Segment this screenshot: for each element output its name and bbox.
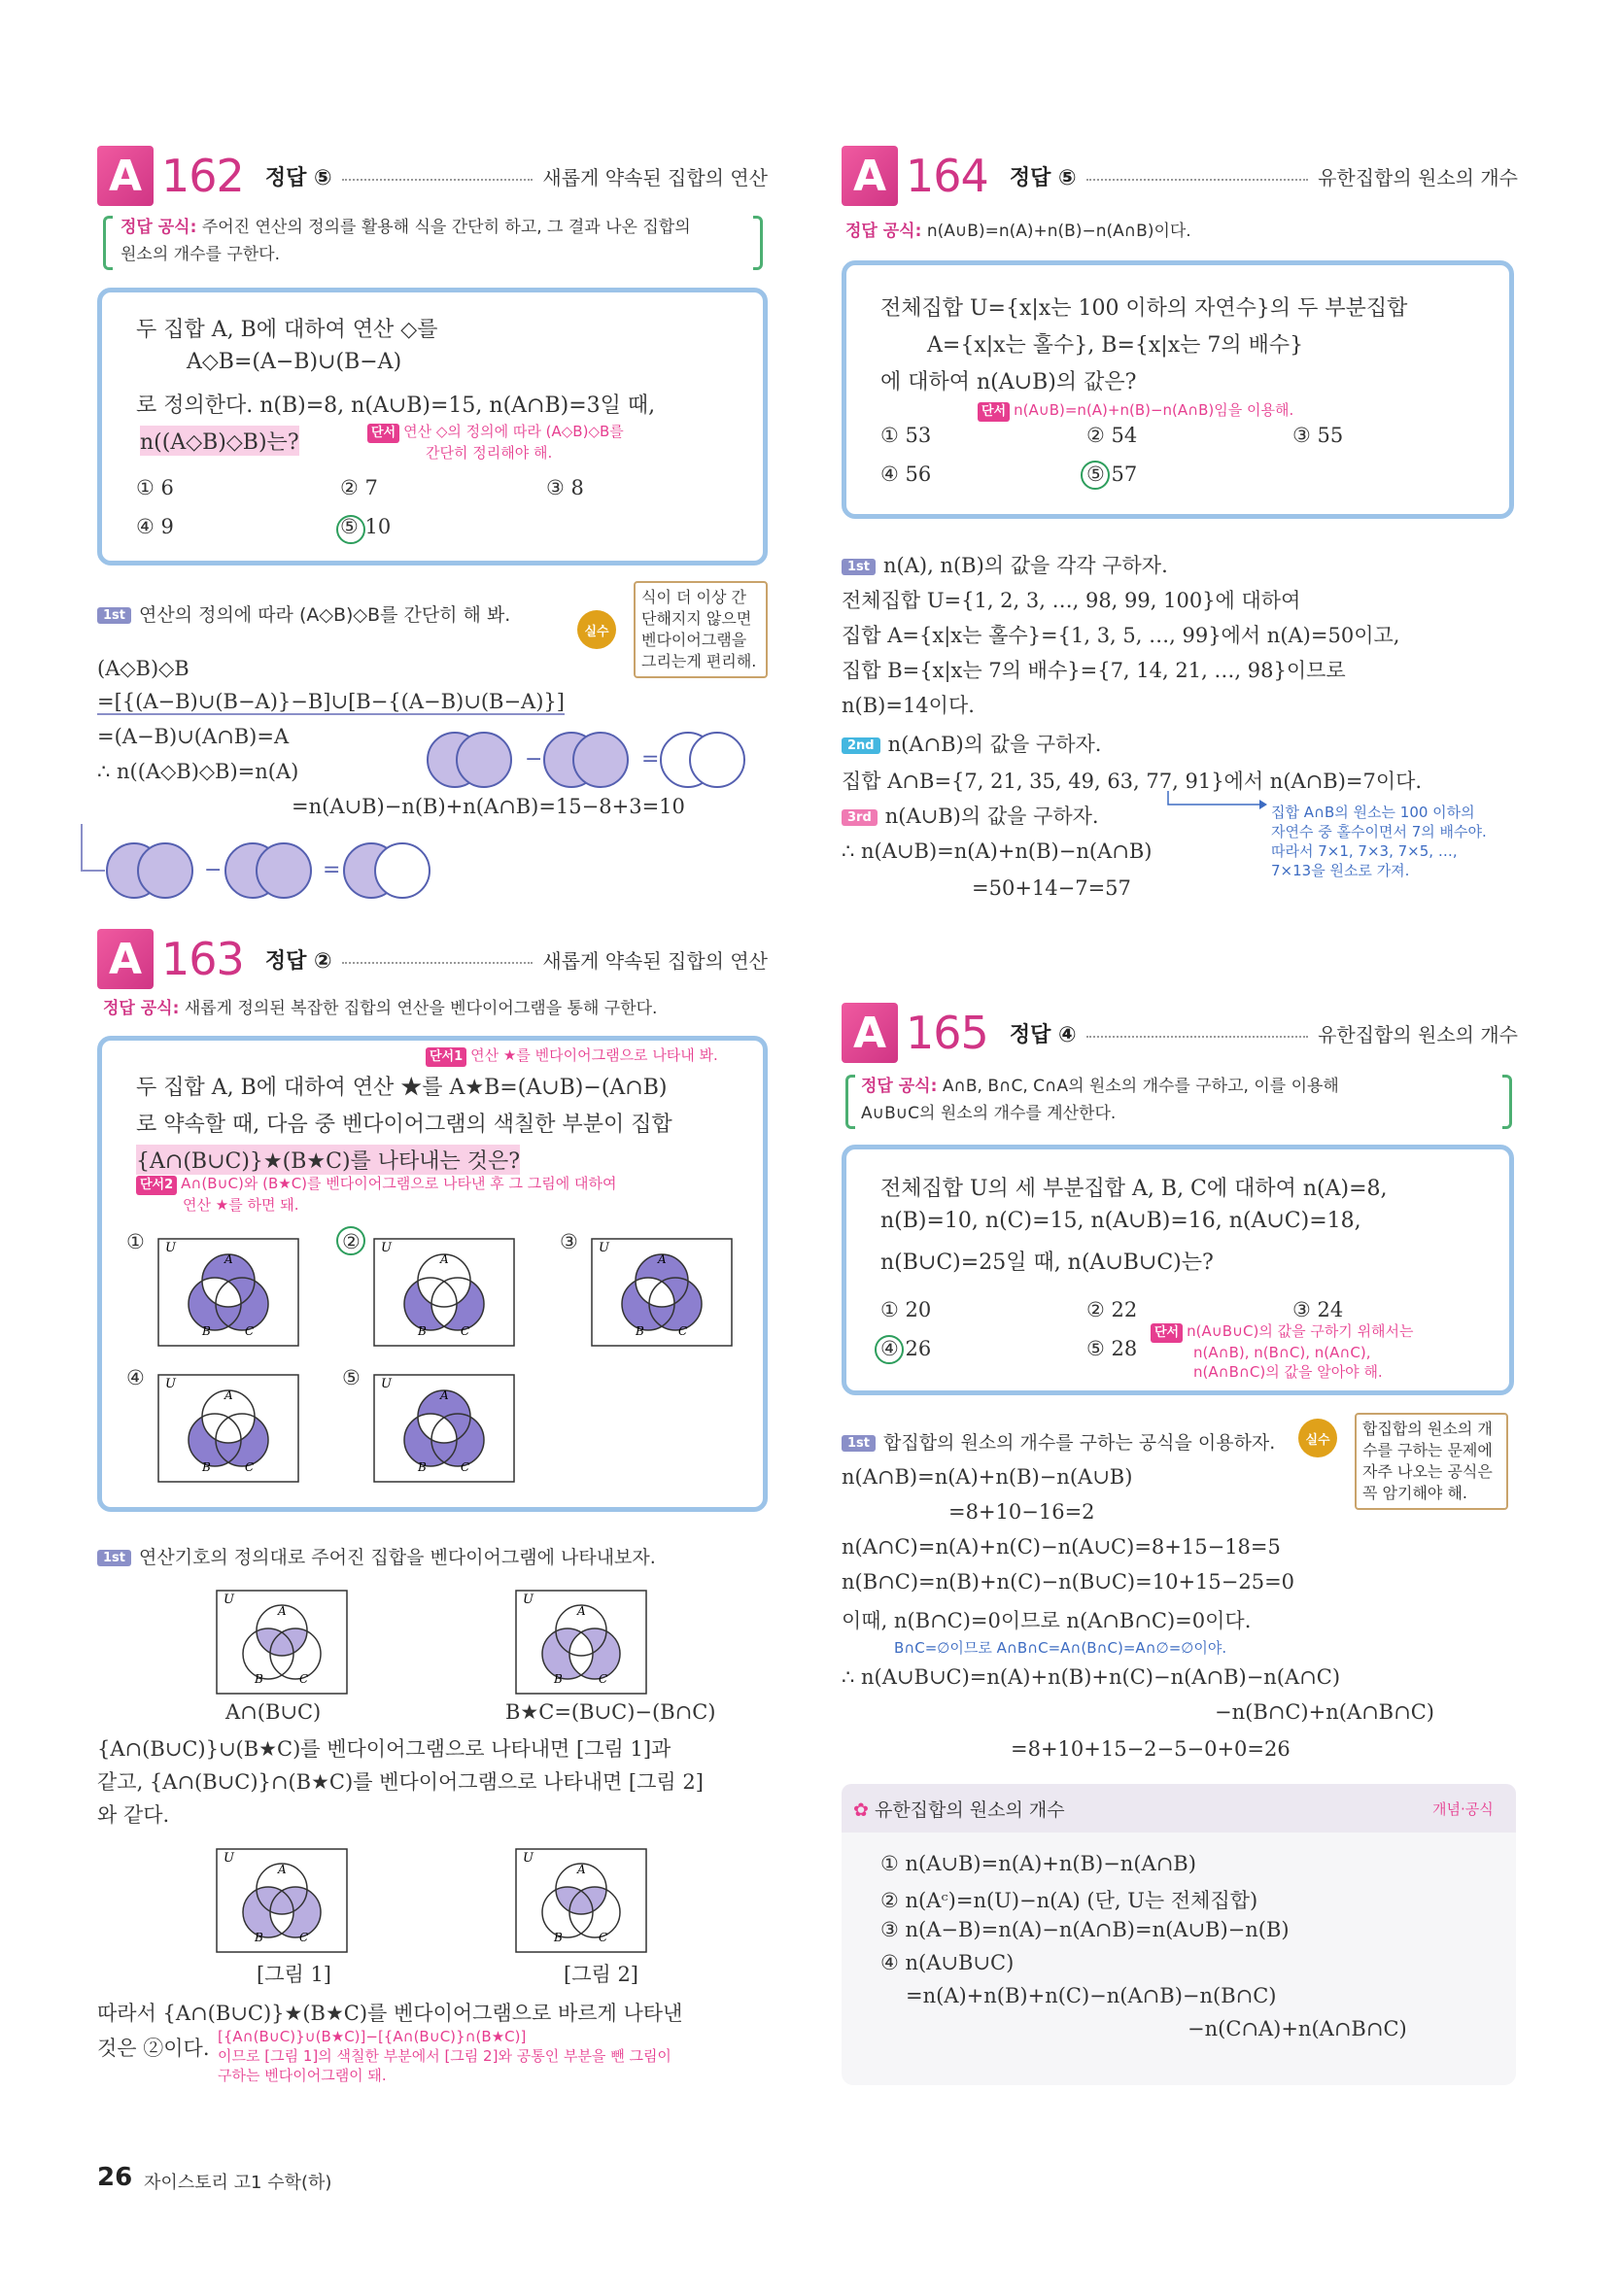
solution-line: ∴ n((A◇B)◇B)=n(A) — [97, 760, 299, 783]
question-line: A◇B=(A−B)∪(B−A) — [187, 350, 402, 374]
svg-text:B: B — [636, 1324, 644, 1338]
svg-text:A: A — [658, 1252, 667, 1266]
formula-item: ④ n(A∪B∪C) — [880, 1951, 1015, 1974]
correct-mark-icon — [336, 515, 365, 544]
svg-text:B: B — [202, 1324, 211, 1338]
hint-tag: 단서 — [1151, 1323, 1183, 1343]
hint-text-3: n(A∩B∩C)의 값을 알아야 해. — [1193, 1363, 1383, 1381]
svg-text:−: − — [525, 747, 543, 771]
step-1 — [97, 1543, 656, 1569]
tip-line: 자주 나오는 공식은 — [1362, 1462, 1493, 1481]
book-title: 자이스토리 고1 수학(하) — [144, 2173, 332, 2193]
svg-text:−: − — [204, 858, 223, 882]
hint-163-3 — [218, 2027, 772, 2085]
answer: 정답 ⑤ — [1009, 165, 1077, 190]
solution-line: =50+14−7=57 — [972, 876, 1131, 900]
leader-dots — [1086, 179, 1308, 181]
choice-4[interactable]: ④ 26 — [880, 1337, 932, 1360]
question-line: A={x|x는 홀수}, B={x|x는 7의 배수} — [927, 333, 1304, 358]
choice-2[interactable]: ② 54 — [1086, 424, 1138, 447]
svg-text:A: A — [440, 1388, 449, 1402]
correct-mark-icon — [875, 1335, 904, 1364]
svg-text:A: A — [577, 1863, 586, 1876]
svg-text:B: B — [255, 1672, 263, 1686]
formula-bracket-left — [103, 216, 113, 270]
formula-164 — [845, 218, 1516, 245]
step-1 — [842, 1428, 1275, 1455]
step-text: n(A∪B)의 값을 구하자. — [884, 805, 1099, 828]
solution-line: (A◇B)◇B — [97, 657, 189, 680]
mistake-icon: 실수 — [1298, 1419, 1337, 1457]
level-badge: A — [842, 146, 898, 206]
solution-line: 와 같다. — [97, 1803, 170, 1827]
svg-text:B: B — [554, 1672, 563, 1686]
choice-1[interactable]: ① 6 — [136, 476, 174, 499]
correct-mark-icon — [336, 1226, 365, 1255]
hint-tag: 단서 — [367, 424, 399, 443]
svg-text:C: C — [245, 1460, 255, 1474]
formula-item: ② n(Aᶜ)=n(U)−n(A) (단, U는 전체집합) — [880, 1889, 1258, 1912]
formula-165 — [861, 1073, 1502, 1127]
answer: 정답 ④ — [1009, 1022, 1077, 1047]
step-3 — [842, 801, 1099, 830]
formula-label: 정답 공식: — [861, 1077, 938, 1096]
topic: 유한집합의 원소의 개수 — [1318, 1022, 1518, 1046]
topic: 유한집합의 원소의 개수 — [1318, 165, 1518, 189]
choice-5[interactable]: ⑤ 28 — [1086, 1337, 1138, 1360]
svg-text:B: B — [554, 1931, 563, 1944]
solution-line: 같고, {A∩(B∪C)}∩(B★C)를 벤다이어그램으로 나타내면 [그림 2] — [97, 1770, 704, 1794]
step-text: n(A∩B)의 값을 구하자. — [887, 733, 1102, 756]
level-badge: A — [842, 1003, 898, 1063]
svg-text:B: B — [418, 1460, 427, 1474]
correct-mark-icon — [1081, 461, 1110, 490]
problem-165-header — [842, 1001, 1518, 1065]
formula-text: 주어진 연산의 정의를 활용해 식을 간단히 하고, 그 결과 나온 집합의 — [201, 218, 691, 237]
option-label[interactable]: ③ — [560, 1230, 578, 1253]
topic: 새롭게 약속된 집합의 연산 — [542, 165, 768, 189]
svg-text:U: U — [165, 1377, 176, 1391]
question-line: n((A◇B)◇B)는? — [140, 426, 299, 456]
formula-text: n(A∪B)=n(A)+n(B)−n(A∩B)이다. — [926, 222, 1191, 241]
formula-text-2: A∪B∪C의 원소의 개수를 계산한다. — [861, 1104, 1117, 1123]
formula-item: ③ n(A−B)=n(A)−n(A∩B)=n(A∪B)−n(B) — [880, 1918, 1290, 1941]
svg-text:=: = — [323, 858, 341, 882]
hint-text: 연산 ★를 벤다이어그램으로 나타내 봐. — [470, 1046, 718, 1064]
svg-text:C: C — [299, 1672, 309, 1686]
svg-text:U: U — [523, 1851, 534, 1866]
solution-line: 집합 A∩B={7, 21, 35, 49, 63, 77, 91}에서 n(A∩B)=7이다. — [842, 770, 1423, 793]
svg-text:B: B — [255, 1931, 263, 1944]
svg-text:C: C — [461, 1324, 470, 1338]
svg-text:U: U — [165, 1241, 176, 1255]
note-line: 구하는 벤다이어그램이 돼. — [218, 2067, 387, 2084]
problem-164-header — [842, 144, 1518, 208]
step-1 — [97, 600, 510, 627]
level-badge: A — [97, 146, 154, 206]
step-text: 연산기호의 정의대로 주어진 집합을 벤다이어그램에 나타내보자. — [139, 1547, 656, 1568]
venn-equation-1 — [420, 721, 770, 799]
question-line: 전체집합 U={x|x는 100 이하의 자연수}의 두 부분집합 — [880, 296, 1408, 321]
problem-163-header — [97, 927, 768, 991]
svg-text:U: U — [523, 1593, 534, 1607]
venn-figure-1 — [216, 1848, 348, 1953]
hint-text-2: n(A∩B), n(B∩C), n(A∩C), — [1193, 1344, 1371, 1361]
hint-text: 연산 ◇의 정의에 따라 (A◇B)◇B를 — [403, 423, 624, 440]
problem-162-header — [97, 144, 768, 208]
question-line: 두 집합 A, B에 대하여 연산 ★를 A★B=(A∪B)−(A∩B) — [136, 1076, 668, 1100]
svg-text:A: A — [440, 1252, 449, 1266]
venn-figure-2 — [515, 1848, 647, 1953]
hint-text: A∩(B∪C)와 (B★C)를 벤다이어그램으로 나타낸 후 그 그림에 대하여 — [181, 1175, 617, 1192]
svg-text:C: C — [245, 1324, 255, 1338]
venn-option-5[interactable] — [373, 1374, 515, 1483]
solution-line: −n(B∩C)+n(A∩B∩C) — [1215, 1700, 1434, 1724]
hint-163-2 — [136, 1174, 758, 1215]
hint-164 — [978, 400, 1293, 422]
tip-note — [1355, 1413, 1508, 1510]
formula-item: =n(A)+n(B)+n(C)−n(A∩B)−n(B∩C) — [906, 1984, 1277, 2007]
problem-number: 164 — [906, 150, 988, 202]
solution-line: 것은 ②이다. — [97, 2037, 210, 2060]
venn-b-star-c — [515, 1590, 647, 1695]
choice-1[interactable]: ① 20 — [880, 1298, 932, 1321]
formula-163 — [103, 995, 774, 1022]
caption: A∩(B∪C) — [225, 1700, 322, 1724]
set-u-label: U — [224, 1593, 234, 1607]
solution-line: 집합 A={x|x는 홀수}={1, 3, 5, …, 99}에서 n(A)=50이고, — [842, 624, 1400, 647]
solution-line: 따라서 {A∩(B∪C)}★(B★C)를 벤다이어그램으로 바르게 나타낸 — [97, 2002, 683, 2025]
hint-tag: 단서2 — [136, 1176, 177, 1195]
svg-text:B: B — [202, 1460, 211, 1474]
tip-line: 꼭 암기해야 해. — [1362, 1484, 1467, 1502]
concept-title — [853, 1796, 1065, 1822]
option-label[interactable]: ⑤ — [342, 1366, 361, 1389]
question-line: n(B)=10, n(C)=15, n(A∪B)=16, n(A∪C)=18, — [880, 1209, 1361, 1233]
svg-text:A: A — [224, 1388, 233, 1402]
svg-text:U: U — [381, 1241, 392, 1255]
solution-line: =8+10+15−2−5−0+0=26 — [1011, 1737, 1291, 1761]
solution-line: {A∩(B∪C)}∪(B★C)를 벤다이어그램으로 나타내면 [그림 1]과 — [97, 1737, 671, 1761]
note-line: [{A∩(B∪C)}∪(B★C)]−[{A∩(B∪C)}∩(B★C)] — [218, 2028, 527, 2045]
question-line: 로 정의한다. n(B)=8, n(A∪B)=15, n(A∩B)=3일 때, — [136, 394, 656, 418]
side-note-164 — [1271, 803, 1514, 880]
formula-text-2: 원소의 개수를 구한다. — [120, 245, 281, 264]
step-text: 합집합의 원소의 개수를 구하는 공식을 이용하자. — [883, 1432, 1276, 1454]
choice-3[interactable]: ③ 24 — [1292, 1298, 1344, 1321]
hint-text: n(A∪B)=n(A)+n(B)−n(A∩B)임을 이용해. — [1014, 401, 1294, 419]
formula-label: 정답 공식: — [103, 999, 180, 1018]
step-tag: 3rd — [842, 809, 878, 826]
step-tag: 1st — [842, 1435, 876, 1452]
svg-text:A: A — [224, 1252, 233, 1266]
solution-line: n(A∩B)=n(A)+n(B)−n(A∪B) — [842, 1465, 1133, 1489]
arrow-icon — [1166, 789, 1273, 818]
solution-line: =n(A∪B)−n(B)+n(A∩B)=15−8+3=10 — [292, 795, 685, 818]
svg-text:U: U — [599, 1241, 609, 1255]
option-label[interactable]: ① — [126, 1230, 145, 1253]
question-line: {A∩(B∪C)}★(B★C)를 나타내는 것은? — [136, 1145, 520, 1175]
problem-number: 162 — [161, 150, 244, 202]
concept-title-text: 유한집합의 원소의 개수 — [874, 1799, 1065, 1821]
svg-text:A: A — [278, 1604, 287, 1618]
note-line: 이므로 [그림 1]의 색칠한 부분에서 [그림 2]와 공통인 부분을 뺀 그림이 — [218, 2047, 671, 2065]
caption: B★C=(B∪C)−(B∩C) — [505, 1700, 716, 1724]
note-line: 집합 A∩B의 원소는 100 이하의 — [1271, 804, 1475, 821]
option-label[interactable]: ② — [342, 1230, 361, 1253]
solution-line: =(A−B)∪(A∩B)=A — [97, 725, 290, 748]
svg-text:U: U — [224, 1851, 234, 1866]
hint-165 — [1151, 1321, 1510, 1382]
formula-label: 정답 공식: — [845, 222, 922, 241]
tip-line: 합집합의 원소의 개 — [1362, 1420, 1493, 1438]
tip-line: 그리는게 편리해. — [641, 652, 757, 670]
step-tag: 1st — [97, 607, 131, 624]
formula-item: −n(C∩A)+n(A∩B∩C) — [1188, 2017, 1407, 2040]
svg-text:A: A — [278, 1863, 287, 1876]
question-line: 두 집합 A, B에 대하여 연산 ◇를 — [136, 318, 438, 342]
formula-label: 정답 공식: — [120, 218, 197, 237]
hint-tag: 단서 — [978, 402, 1010, 422]
question-line: 에 대하여 n(A∪B)의 값은? — [880, 370, 1137, 394]
tip-line: 수를 구하는 문제에 — [1362, 1441, 1493, 1459]
hint-162 — [367, 422, 737, 463]
solution-line: =[{(A−B)∪(B−A)}−B]∪[B−{(A−B)∪(B−A)}] — [97, 690, 565, 713]
formula-162 — [120, 214, 752, 268]
step-tag: 2nd — [842, 737, 880, 754]
formula-bracket-right — [753, 216, 763, 270]
venn-option-3[interactable] — [591, 1238, 733, 1347]
figure-label: [그림 1] — [257, 1963, 331, 1986]
note-line: 따라서 7×1, 7×3, 7×5, …, — [1271, 842, 1458, 860]
problem-number: 163 — [161, 933, 244, 985]
concept-tag: 개념·공식 — [1432, 1800, 1494, 1818]
step-text: n(A), n(B)의 값을 각각 구하자. — [883, 554, 1168, 577]
tip-line: 벤다이어그램을 — [641, 631, 747, 649]
svg-text:C: C — [461, 1460, 470, 1474]
step-tag: 1st — [842, 559, 876, 575]
mistake-icon: 실수 — [577, 610, 616, 649]
step-2 — [842, 729, 1101, 758]
problem-number: 165 — [906, 1007, 988, 1059]
hint-text-2: 연산 ★를 하면 돼. — [183, 1196, 299, 1214]
venn-option-1[interactable] — [157, 1238, 299, 1347]
choice-5[interactable]: ⑤ 10 — [340, 515, 392, 538]
svg-text:C: C — [678, 1324, 688, 1338]
page-number: 26 — [97, 2163, 133, 2192]
solution-line: ∴ n(A∪B)=n(A)+n(B)−n(A∩B) — [842, 840, 1153, 863]
venn-a-cap-bc — [216, 1590, 348, 1695]
hint-163-1 — [426, 1045, 718, 1067]
venn-option-2[interactable] — [373, 1238, 515, 1347]
option-label[interactable]: ④ — [126, 1366, 145, 1389]
formula-item: ① n(A∪B)=n(A)+n(B)−n(A∩B) — [880, 1852, 1196, 1875]
leader-dots — [342, 179, 534, 181]
hint-tag: 단서1 — [426, 1047, 466, 1067]
topic: 새롭게 약속된 집합의 연산 — [542, 948, 768, 973]
tip-note — [634, 581, 768, 678]
formula-bracket-right — [1502, 1075, 1512, 1129]
choice-5[interactable]: ⑤ 57 — [1086, 463, 1138, 486]
svg-text:B: B — [418, 1324, 427, 1338]
choice-3[interactable]: ③ 8 — [546, 476, 584, 499]
choice-4[interactable]: ④ 9 — [136, 515, 174, 538]
note-line: 자연수 중 홀수이면서 7의 배수야. — [1271, 823, 1487, 840]
formula-text: 새롭게 정의된 복잡한 집합의 연산을 벤다이어그램을 통해 구한다. — [184, 999, 658, 1018]
solution-line: 이때, n(B∩C)=0이므로 n(A∩B∩C)=0이다. — [842, 1609, 1252, 1632]
choice-2[interactable]: ② 22 — [1086, 1298, 1138, 1321]
choice-2[interactable]: ② 7 — [340, 476, 378, 499]
hint-text: n(A∪B∪C)의 값을 구하기 위해서는 — [1187, 1322, 1414, 1340]
question-line: 로 약속할 때, 다음 중 벤다이어그램의 색칠한 부분이 집합 — [136, 1113, 672, 1137]
question-line: n(B∪C)=25일 때, n(A∪B∪C)는? — [880, 1251, 1214, 1275]
solution-line: 집합 B={x|x는 7의 배수}={7, 14, 21, …, 98}이므로 — [842, 659, 1346, 682]
leader-dots — [342, 962, 534, 964]
solution-line: n(B∩C)=n(B)+n(C)−n(B∪C)=10+15−25=0 — [842, 1570, 1295, 1593]
hint-text-2: 간단히 정리해야 해. — [426, 444, 553, 462]
svg-text:U: U — [381, 1377, 392, 1391]
step-1 — [842, 550, 1168, 579]
question-line: 전체집합 U의 세 부분집합 A, B, C에 대하여 n(A)=8, — [880, 1177, 1388, 1201]
note-line: B∩C=∅이므로 A∩B∩C=A∩(B∩C)=A∩∅=∅이야. — [894, 1639, 1227, 1657]
solution-line: 전체집합 U={1, 2, 3, …, 98, 99, 100}에 대하여 — [842, 589, 1301, 612]
formula-text: A∩B, B∩C, C∩A의 원소의 개수를 구하고, 이를 이용해 — [942, 1077, 1339, 1096]
note-line: 7×13을 원소로 가져. — [1271, 862, 1410, 879]
step-text: 연산의 정의에 따라 (A◇B)◇B를 간단히 해 봐. — [139, 604, 511, 626]
solution-line: n(A∩C)=n(A)+n(C)−n(A∪C)=8+15−18=5 — [842, 1535, 1281, 1559]
tip-line: 식이 더 이상 간 — [641, 588, 746, 606]
venn-equation-2 — [80, 824, 488, 902]
svg-text:C: C — [599, 1672, 608, 1686]
answer: 정답 ⑤ — [264, 165, 332, 190]
step-tag: 1st — [97, 1550, 131, 1566]
solution-line: ∴ n(A∪B∪C)=n(A)+n(B)+n(C)−n(A∩B)−n(A∩C) — [842, 1665, 1341, 1689]
choice-3[interactable]: ③ 55 — [1292, 424, 1344, 447]
solution-line: n(B)=14이다. — [842, 694, 975, 717]
level-badge: A — [97, 929, 154, 989]
leader-dots — [1086, 1036, 1308, 1038]
answer: 정답 ② — [264, 948, 332, 974]
tip-line: 단해지지 않으면 — [641, 609, 752, 628]
svg-text:C: C — [299, 1931, 309, 1944]
flower-icon: ✿ — [853, 1799, 869, 1821]
venn-option-4[interactable] — [157, 1374, 299, 1483]
formula-bracket-left — [845, 1075, 855, 1129]
svg-text:=: = — [641, 747, 660, 771]
choice-4[interactable]: ④ 56 — [880, 463, 932, 486]
choice-1[interactable]: ① 53 — [880, 424, 932, 447]
svg-text:C: C — [599, 1931, 608, 1944]
svg-text:A: A — [577, 1604, 586, 1618]
figure-label: [그림 2] — [564, 1963, 638, 1986]
solution-line: =8+10−16=2 — [948, 1500, 1095, 1524]
